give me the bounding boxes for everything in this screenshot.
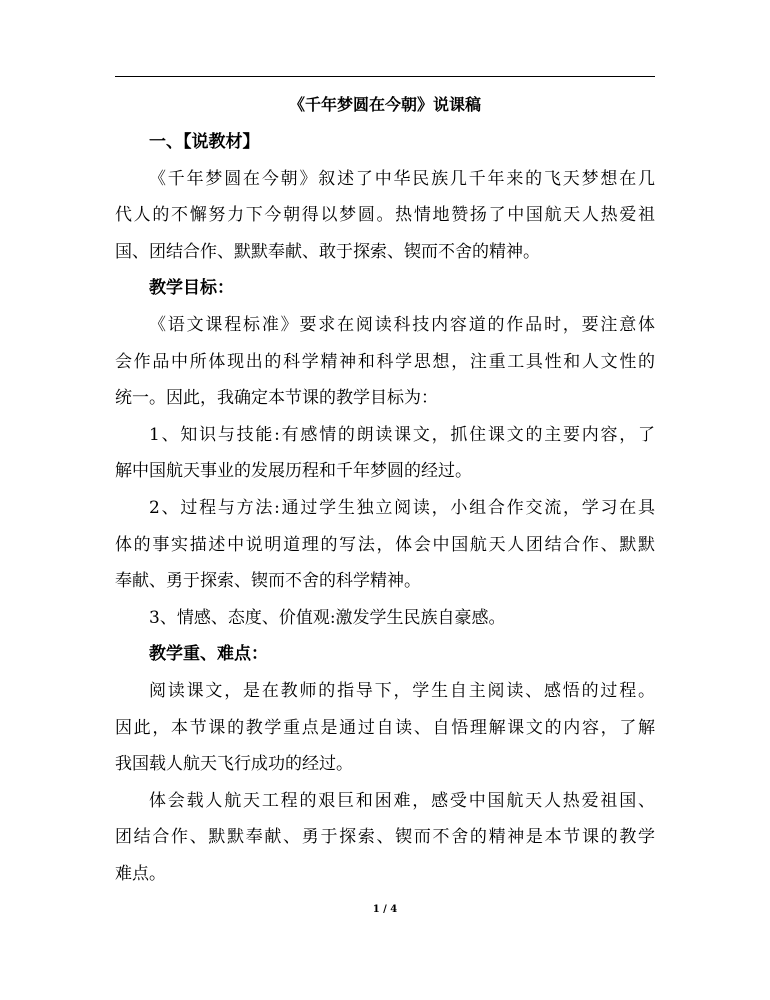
header-rule — [115, 76, 655, 77]
paragraph-line: 国、团结合作、默默奉献、敢于探索、锲而不舍的精神。 — [115, 241, 540, 262]
section-heading: 一、【说教材】 — [149, 132, 260, 152]
page-number: 1 / 4 — [372, 904, 398, 915]
document-body — [115, 124, 655, 892]
paragraph-line: 阅读课文，是在教师的指导下，学生自主阅读、感悟的过程。 — [149, 680, 655, 701]
paragraph-line: 代人的不懈努力下今朝得以梦圆。热情地赞扬了中国航天人热爱祖 — [115, 205, 655, 226]
paragraph-line: 1、知识与技能:有感情的朗读课文，抓住课文的主要内容，了 — [149, 424, 655, 445]
paragraph-line: 会作品中所体现出的科学精神和科学思想，注重工具性和人文性的 — [115, 351, 655, 372]
paragraph-line: 体的事实描述中说明道理的写法，体会中国航天人团结合作、默默 — [115, 534, 655, 555]
paragraph-line: 奉献、勇于探索、锲而不舍的科学精神。 — [115, 571, 421, 592]
paragraph-line: 因此，本节课的教学重点是通过自读、自悟理解课文的内容，了解 — [115, 717, 655, 738]
paragraph-line: 我国载人航天飞行成功的经过。 — [115, 754, 353, 775]
paragraph-line: 难点。 — [115, 863, 166, 884]
paragraph-line: 《千年梦圆在今朝》叙述了中华民族几千年来的飞天梦想在几 — [149, 168, 655, 189]
paragraph-line: 统一。因此，我确定本节课的教学目标为： — [115, 388, 438, 409]
section-heading: 教学目标： — [149, 278, 234, 299]
paragraph-line: 解中国航天事业的发展历程和千年梦圆的经过。 — [115, 461, 472, 482]
section-heading: 教学重、难点： — [149, 644, 268, 665]
paragraph-line: 体会载人航天工程的艰巨和困难，感受中国航天人热爱祖国、 — [149, 790, 655, 811]
page-title: 《千年梦圆在今朝》说课稿 — [288, 95, 481, 114]
paragraph-line: 《语文课程标准》要求在阅读科技内容道的作品时，要注意体 — [149, 314, 655, 335]
paragraph-line: 团结合作、默默奉献、勇于探索、锲而不舍的精神是本节课的教学 — [115, 827, 655, 848]
paragraph-line: 2、过程与方法:通过学生独立阅读，小组合作交流，学习在具 — [149, 497, 655, 518]
paragraph-line: 3、情感、态度、价值观:激发学生民族自豪感。 — [149, 607, 506, 628]
